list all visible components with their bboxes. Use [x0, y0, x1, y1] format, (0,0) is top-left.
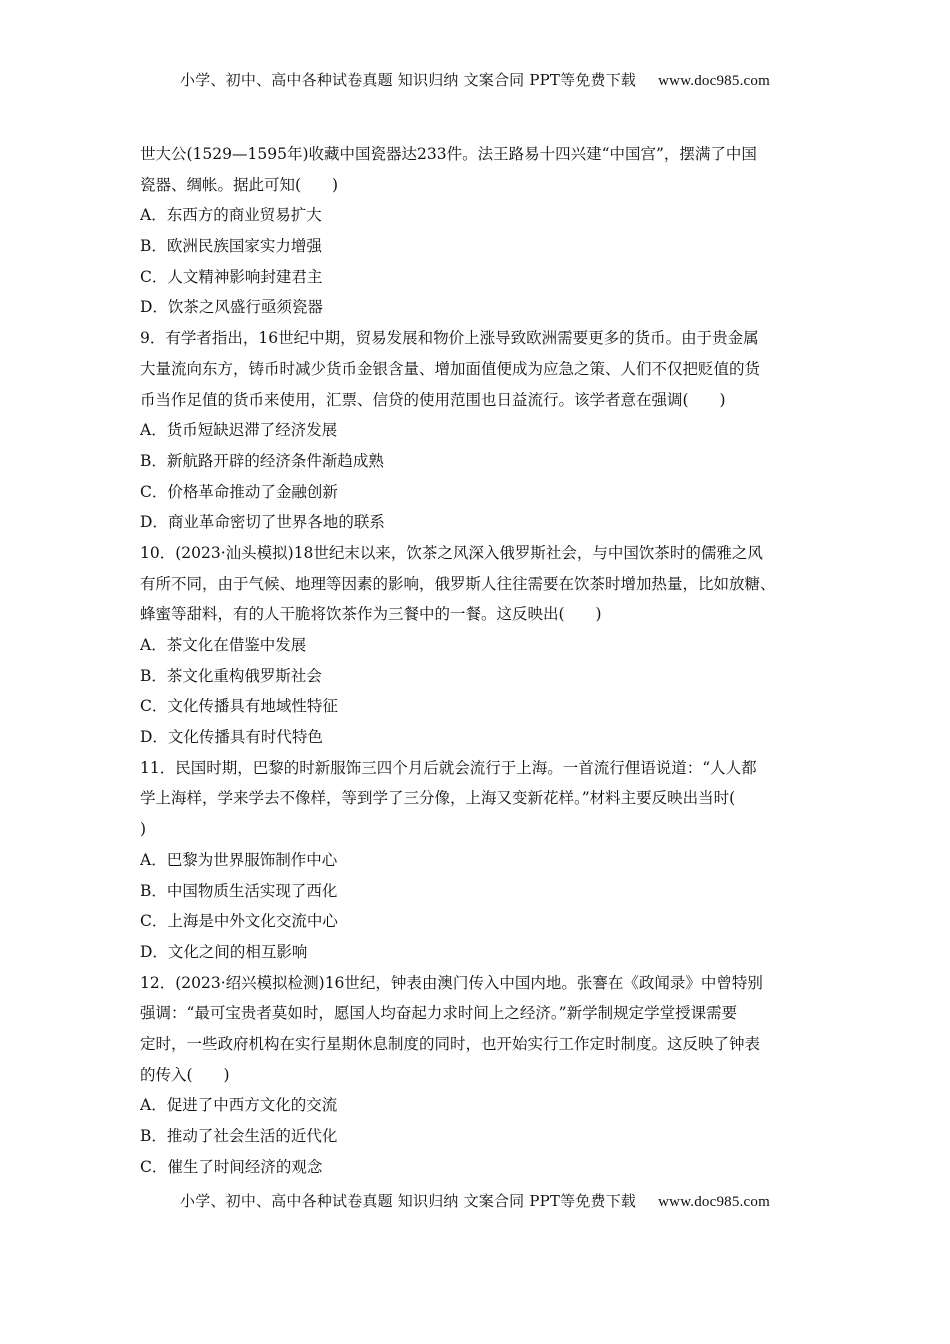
option-a: A．货币短缺迟滞了经济发展	[140, 421, 338, 440]
question-content	[140, 139, 820, 1182]
question-stem-line: 瓷器、绸帐。据此可知( )	[140, 175, 339, 194]
question-11	[140, 753, 820, 968]
option-c: C．价格革命推动了金融创新	[140, 482, 338, 501]
question-stem-line: 12．(2023·绍兴模拟检测)16世纪，钟表由澳门传入中国内地。张謇在《政闻录》中曾特别	[140, 973, 763, 992]
question-stem-line: 大量流向东方，铸币时减少货币金银含量、增加面值便成为应急之策、人们不仅把贬值的货	[140, 359, 761, 378]
option-c: C．上海是中外文化交流中心	[140, 912, 338, 931]
header-site-link[interactable]: www.doc985.com	[658, 73, 770, 89]
page-footer	[0, 1190, 950, 1211]
option-b: B．中国物质生活实现了西化	[140, 881, 338, 900]
question-stem-line: 币当作足值的货币来使用，汇票、信贷的使用范围也日益流行。该学者意在强调( )	[140, 390, 726, 409]
option-d: D．文化之间的相互影响	[140, 942, 308, 961]
footer-site-link[interactable]: www.doc985.com	[658, 1194, 770, 1210]
question-10	[140, 538, 820, 753]
footer-text: 小学、初中、高中各种试卷真题 知识归纳 文案合同 PPT等免费下载	[180, 1192, 637, 1210]
question-12	[140, 968, 820, 1183]
option-d: D．饮茶之风盛行亟须瓷器	[140, 298, 323, 317]
page-header	[0, 69, 950, 90]
option-a: A．巴黎为世界服饰制作中心	[140, 850, 338, 869]
question-stem-line: 11．民国时期，巴黎的时新服饰三四个月后就会流行于上海。一首流行俚语说道：“人人都	[140, 758, 757, 777]
question-stem-line: 9．有学者指出，16世纪中期，贸易发展和物价上涨导致欧洲需要更多的货币。由于贵金属	[140, 329, 759, 348]
option-b: B．新航路开辟的经济条件渐趋成熟	[140, 451, 384, 470]
option-a: A．东西方的商业贸易扩大	[140, 206, 322, 225]
option-c: C．文化传播具有地域性特征	[140, 697, 338, 716]
question-stem-line: )	[140, 820, 147, 839]
question-stem-line: 的传入( )	[140, 1065, 230, 1084]
question-stem-line: 蜂蜜等甜料，有的人干脆将饮茶作为三餐中的一餐。这反映出( )	[140, 605, 602, 624]
question-stem-line: 强调：“最可宝贵者莫如时，愿国人均奋起力求时间上之经济。”新学制规定学堂授课需要	[140, 1004, 738, 1023]
header-text: 小学、初中、高中各种试卷真题 知识归纳 文案合同 PPT等免费下载	[180, 71, 637, 89]
question-9	[140, 323, 820, 538]
question-stem-line: 有所不同，由于气候、地理等因素的影响，俄罗斯人往往需要在饮茶时增加热量，比如放糖、	[140, 574, 776, 593]
question-stem-line: 定时，一些政府机构在实行星期休息制度的同时，也开始实行工作定时制度。这反映了钟表	[140, 1034, 761, 1053]
option-c: C．人文精神影响封建君主	[140, 267, 323, 286]
question-stem-line: 世大公(1529—1595年)收藏中国瓷器达233件。法王路易十四兴建“中国宫”，摆满了中国	[140, 145, 757, 163]
question-stem-line: 10．(2023·汕头模拟)18世纪末以来，饮茶之风深入俄罗斯社会，与中国饮茶时的儒雅之风	[140, 543, 763, 562]
question-stem-line: 学上海样，学来学去不像样，等到学了三分像，上海又变新花样。”材料主要反映出当时(	[140, 789, 736, 808]
option-d: D．文化传播具有时代特色	[140, 728, 323, 747]
option-b: B．茶文化重构俄罗斯社会	[140, 666, 322, 685]
question-8	[140, 139, 820, 323]
option-c: C．催生了时间经济的观念	[140, 1157, 323, 1176]
option-b: B．推动了社会生活的近代化	[140, 1127, 338, 1145]
option-b: B．欧洲民族国家实力增强	[140, 237, 322, 256]
option-d: D．商业革命密切了世界各地的联系	[140, 513, 385, 532]
option-a: A．茶文化在借鉴中发展	[140, 636, 307, 654]
option-a: A．促进了中西方文化的交流	[140, 1096, 338, 1115]
